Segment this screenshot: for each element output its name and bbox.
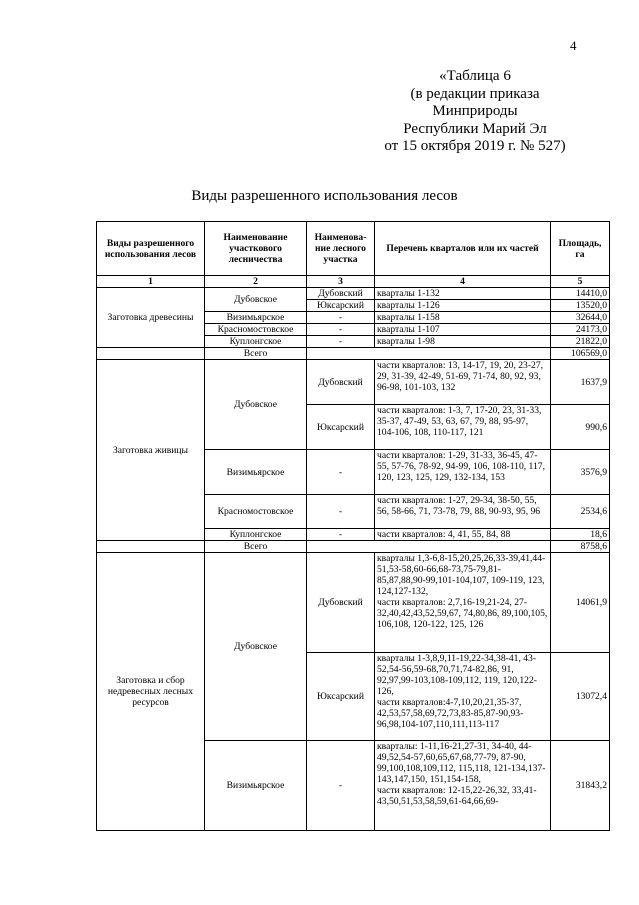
- forest-use-table: [96, 221, 610, 831]
- quarters-cell: кварталы 1-132: [375, 288, 551, 300]
- partial-quarters-text: части кварталов: 12-15,22-26,32, 33,41-43,50,51,53,58,59,61-64,66,69-: [377, 785, 537, 807]
- full-quarters-text: кварталы: 1-11,16-21,27-31, 34-40, 44-49,52,54-57,60,65,67,68,77-79, 87-90, 99,100,108,109,112, 115,118, 121-134,137-143,147,150, 151,154-158,: [377, 741, 546, 785]
- column-number: 3: [307, 276, 375, 288]
- full-quarters-text: кварталы 1,3-6,8-15,20,25,26,33-39,41,44-51,53-58,60-66,68-73,75-79,81-85,87,88,90-99,101-104,107, 109-119, 123, 124,127-132,: [377, 553, 546, 597]
- forestry-cell: Визимьярское: [205, 450, 307, 495]
- quarters-cell: [375, 741, 551, 831]
- header-line: «Таблица 6: [439, 68, 511, 84]
- empty-cell: [307, 348, 551, 360]
- empty-cell: [97, 348, 205, 360]
- table-row: [97, 360, 610, 405]
- quarters-cell: кварталы 1-98: [375, 336, 551, 348]
- column-number: 2: [205, 276, 307, 288]
- area-cell: 14410,0: [551, 288, 610, 300]
- quarters-cell: [375, 653, 551, 741]
- total-area: 8758,6: [551, 541, 610, 553]
- table-row: [97, 288, 610, 300]
- full-quarters-text: кварталы 1-3,8,9,11-19,22-34,38-41, 43-52,54-56,59-68,70,71,74-82,86, 91, 92,97,99-103,108-109,112, 119, 120,122-126,: [377, 653, 537, 697]
- column-number: 1: [97, 276, 205, 288]
- use-type-cell: Заготовка живицы: [97, 360, 205, 541]
- order-reference-header: [360, 68, 590, 156]
- empty-cell: [97, 541, 205, 553]
- total-row: [97, 541, 610, 553]
- area-cell: 990,6: [551, 405, 610, 450]
- use-type-cell: Заготовка и сбор недревесных лесных ресурсов: [97, 553, 205, 831]
- use-type-cell: Заготовка древесины: [97, 288, 205, 348]
- partial-quarters-text: части кварталов: 2,7,16-19,21-24, 27-32,40,42,43,52,59,67, 74,80,86, 89,100,105, 106,108, 120-122, 125, 126: [377, 597, 548, 630]
- area-cell: 3576,9: [551, 450, 610, 495]
- document-title: Виды разрешенного использования лесов: [191, 188, 458, 204]
- partial-quarters-text: части кварталов:4-7,10,20,21,35-37, 42,53,57,58,69,72,73,83-85,87-90,93-96,98,104-107,110,111,113-117: [377, 697, 524, 730]
- quarters-cell: кварталы 1-158: [375, 312, 551, 324]
- forestry-cell: Дубовское: [205, 288, 307, 312]
- area-cell: 2534,6: [551, 495, 610, 529]
- plot-cell: -: [307, 529, 375, 541]
- column-number: 5: [551, 276, 610, 288]
- area-cell: 24173,0: [551, 324, 610, 336]
- column-header: Наименова-ние лесного участка: [307, 222, 375, 276]
- quarters-cell: кварталы 1-126: [375, 300, 551, 312]
- quarters-cell: части кварталов: 13, 14-17, 19, 20, 23-27, 29, 31-39, 42-49, 51-69, 71-74, 80, 92, 93, 96-98, 101-103, 132: [375, 360, 551, 405]
- plot-cell: Дубовский: [307, 288, 375, 300]
- area-cell: 21822,0: [551, 336, 610, 348]
- header-row: [97, 222, 610, 276]
- page-number: 4: [570, 38, 577, 53]
- quarters-cell: части кварталов: 1-29, 31-33, 36-45, 47-55, 57-76, 78-92, 94-99, 106, 108-110, 117, 120, 123, 125, 129, 132-134, 153: [375, 450, 551, 495]
- plot-cell: Дубовский: [307, 553, 375, 653]
- empty-cell: [307, 541, 551, 553]
- total-label: Всего: [205, 541, 307, 553]
- plot-cell: -: [307, 741, 375, 831]
- quarters-cell: части кварталов: 1-3, 7, 17-20, 23, 31-33, 35-37, 47-49, 53, 63, 67, 79, 88, 95-97, 104-106, 108, 110-117, 121: [375, 405, 551, 450]
- quarters-cell: части кварталов: 1-27, 29-34, 38-50, 55, 56, 58-66, 71, 73-78, 79, 88, 90-93, 95, 96: [375, 495, 551, 529]
- forestry-cell: Куплонгское: [205, 529, 307, 541]
- total-area: 106569,0: [551, 348, 610, 360]
- plot-cell: Дубовский: [307, 360, 375, 405]
- column-header: Виды разрешенного использования лесов: [97, 222, 205, 276]
- column-header: Перечень кварталов или их частей: [375, 222, 551, 276]
- column-number: 4: [375, 276, 551, 288]
- quarters-cell: [375, 553, 551, 653]
- quarters-cell: кварталы 1-107: [375, 324, 551, 336]
- plot-cell: Юксарский: [307, 405, 375, 450]
- table-row: [97, 553, 610, 653]
- total-row: [97, 348, 610, 360]
- total-label: Всего: [205, 348, 307, 360]
- area-cell: 14061,9: [551, 553, 610, 653]
- plot-cell: -: [307, 312, 375, 324]
- header-line: Республики Марий Эл: [403, 120, 547, 137]
- forestry-cell: Дубовское: [205, 360, 307, 450]
- quarters-cell: части кварталов: 4, 41, 55, 84, 88: [375, 529, 551, 541]
- area-cell: 18,6: [551, 529, 610, 541]
- plot-cell: -: [307, 324, 375, 336]
- plot-cell: -: [307, 495, 375, 529]
- area-cell: 32644,0: [551, 312, 610, 324]
- header-line: от 15 октября 2019 г. № 527): [384, 138, 566, 154]
- forestry-cell: Визимьярское: [205, 741, 307, 831]
- column-number-row: [97, 276, 610, 288]
- header-line: Минприроды: [432, 103, 518, 119]
- plot-cell: Юксарский: [307, 300, 375, 312]
- forestry-cell: Красномостовское: [205, 495, 307, 529]
- area-cell: 13520,0: [551, 300, 610, 312]
- forestry-cell: Дубовское: [205, 553, 307, 741]
- forestry-cell: Визимьярское: [205, 312, 307, 324]
- column-header: Наименование участкового лесничества: [205, 222, 307, 276]
- forestry-cell: Красномостовское: [205, 324, 307, 336]
- plot-cell: -: [307, 336, 375, 348]
- plot-cell: Юксарский: [307, 653, 375, 741]
- plot-cell: -: [307, 450, 375, 495]
- area-cell: 13072,4: [551, 653, 610, 741]
- column-header: Площадь, га: [551, 222, 610, 276]
- area-cell: 31843,2: [551, 741, 610, 831]
- forestry-cell: Куплонгское: [205, 336, 307, 348]
- header-line: (в редакции приказа: [410, 85, 540, 102]
- area-cell: 1637,9: [551, 360, 610, 405]
